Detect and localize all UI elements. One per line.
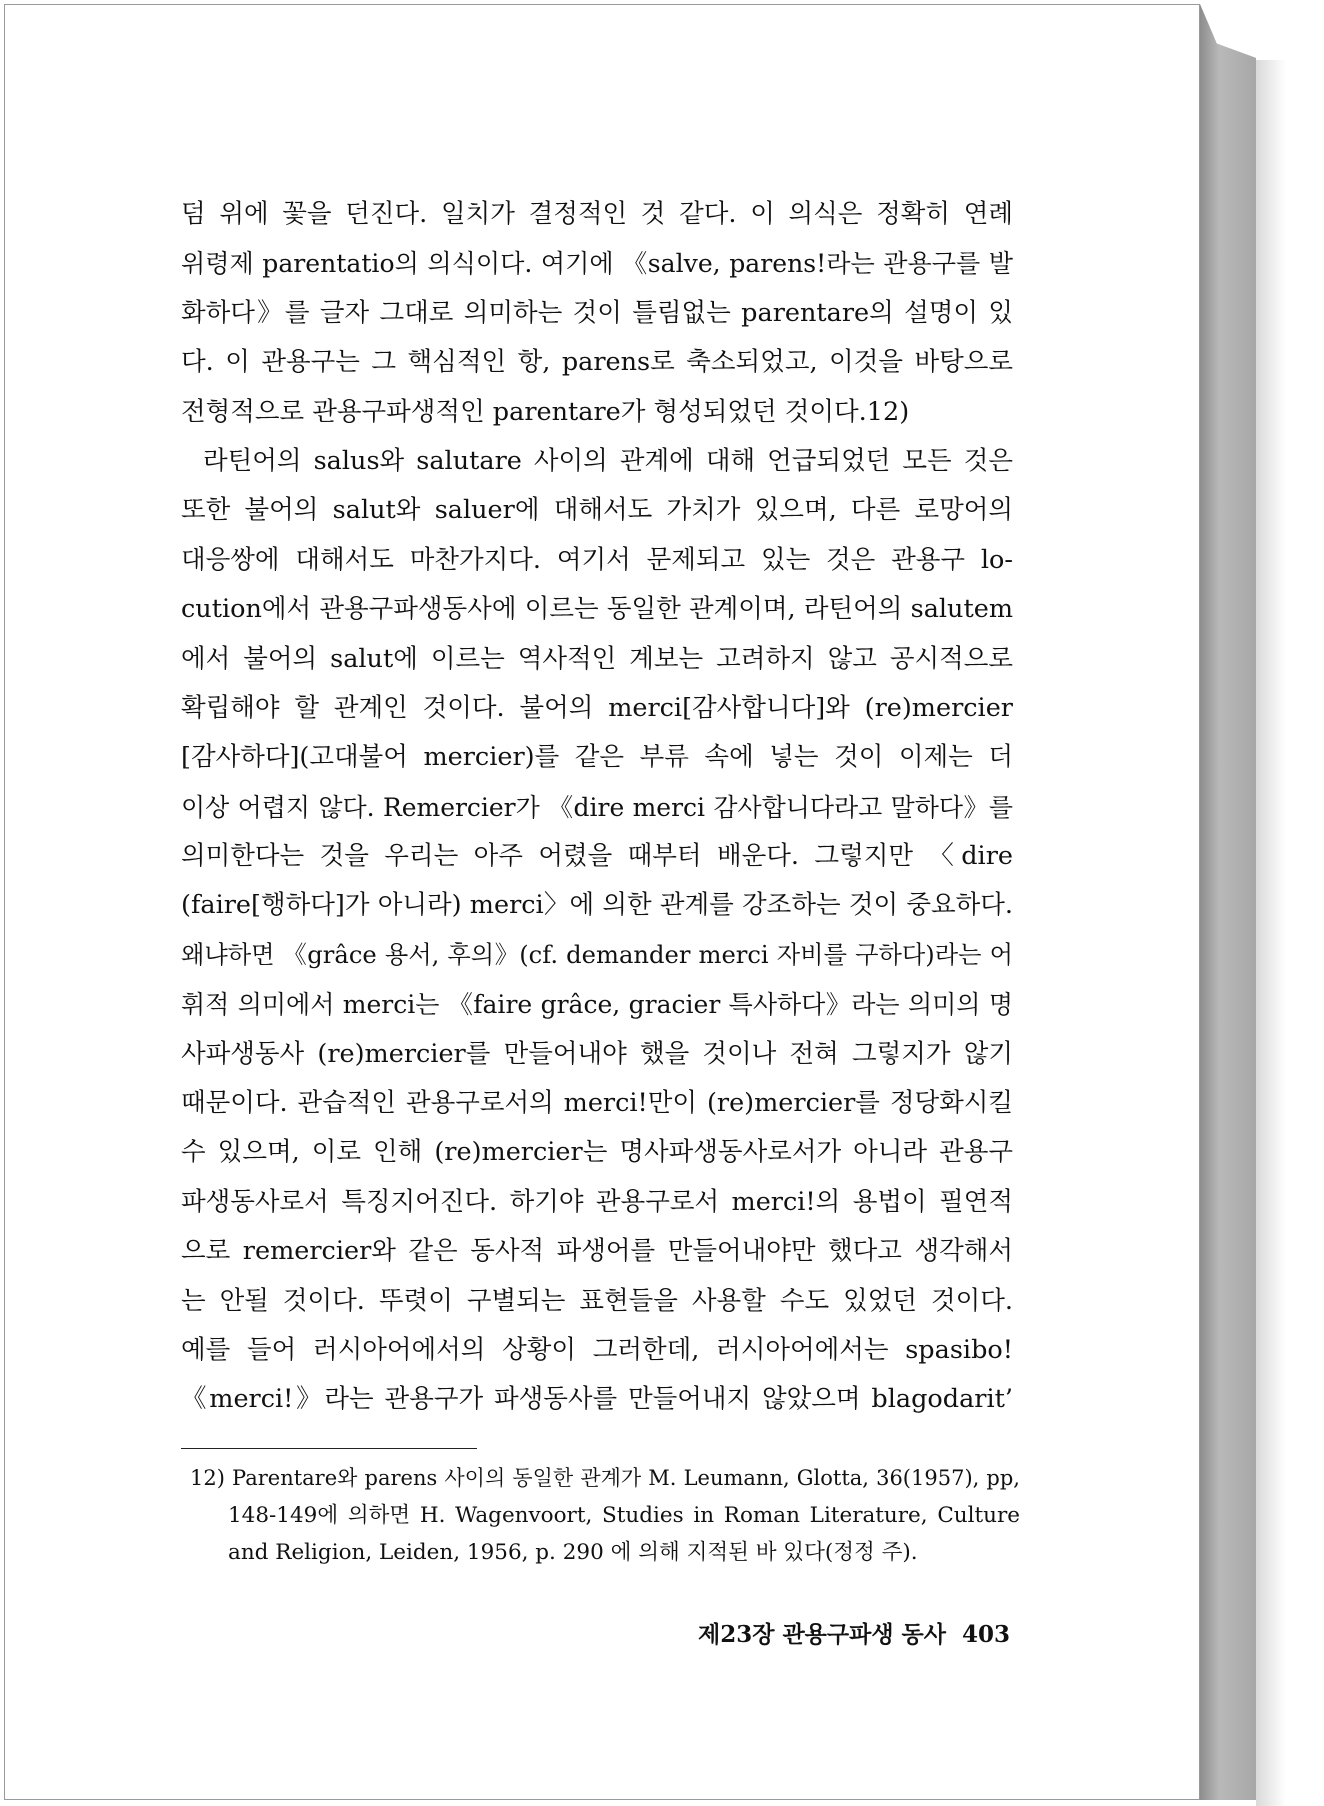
body-line: 의미한다는 것을 우리는 아주 어렸을 때부터 배운다. 그렇지만 〈dire [181, 841, 1013, 872]
footnote-line: 12) Parentare와 parens 사이의 동일한 관계가 M. Leumann, Glotta, 36(1957), pp, [190, 1466, 1020, 1490]
body-line: 왜냐하면 《grâce 용서, 후의》(cf. demander merci 자비를 구하다)라는 어 [181, 940, 1013, 969]
body-line: 으로 remercier와 같은 동사적 파생어를 만들어내야만 했다고 생각해서 [181, 1236, 1013, 1267]
body-line: 예를 들어 러시아어에서의 상황이 그러한데, 러시아어에서는 spasibo! [181, 1334, 1013, 1365]
body-line: 다. 이 관용구는 그 핵심적인 항, parens로 축소되었고, 이것을 바탕으로 [181, 347, 1013, 378]
body-line: 대응쌍에 대해서도 마찬가지다. 여기서 문제되고 있는 것은 관용구 lo- [181, 544, 1013, 575]
page-shadow [1256, 60, 1286, 1806]
body-line: 에서 불어의 salut에 이르는 역사적인 계보는 고려하지 않고 공시적으로 [181, 643, 1013, 674]
footnote-line: 148-149에 의하면 H. Wagenvoort, Studies in Roman Literature, Culture [228, 1503, 1020, 1528]
body-line: 는 안될 것이다. 뚜렷이 구별되는 표현들을 사용할 수도 있었던 것이다. [181, 1285, 1013, 1316]
page-edge [1200, 4, 1256, 1800]
body-line: 위령제 parentatio의 의식이다. 여기에 《salve, parens!라는 관용구를 발 [181, 249, 1013, 279]
body-line: 사파생동사 (re)mercier를 만들어내야 했을 것이나 전혀 그렇지가 않기 [181, 1038, 1013, 1069]
body-line: 확립해야 할 관계인 것이다. 불어의 merci[감사합니다]와 (re)mercier [181, 692, 1013, 723]
body-line: 이상 어렵지 않다. Remercier가 《dire merci 감사합니다라고 말하다》를 [181, 792, 1013, 822]
body-line: 화하다》를 글자 그대로 의미하는 것이 틀림없는 parentare의 설명이 있 [181, 297, 1013, 328]
body-line: (faire[행하다]가 아니라) merci〉에 의한 관계를 강조하는 것이 중요하다. [181, 890, 1013, 921]
body-line: cution에서 관용구파생동사에 이르는 동일한 관계이며, 라틴어의 salutem [181, 594, 1013, 625]
body-text [181, 190, 1013, 1425]
body-line: 전형적으로 관용구파생적인 parentare가 형성되었던 것이다.12) [181, 396, 910, 427]
body-line: 《merci!》라는 관용구가 파생동사를 만들어내지 않았으며 blagodarit’ [181, 1384, 1013, 1415]
body-line: 휘적 의미에서 merci는 《faire grâce, gracier 특사하다》라는 의미의 명 [181, 990, 1013, 1020]
page-number: 403 [961, 1621, 1010, 1648]
body-line: 덤 위에 꽃을 던진다. 일치가 결정적인 것 같다. 이 의식은 정확히 연례 [181, 199, 1013, 229]
body-line: 수 있으며, 이로 인해 (re)mercier는 명사파생동사로서가 아니라 관용구 [181, 1137, 1013, 1168]
body-line: 라틴어의 salus와 salutare 사이의 관계에 대해 언급되었던 모든 것은 [203, 445, 1013, 476]
running-footer [640, 1616, 1010, 1649]
body-line: 파생동사로서 특징지어진다. 하기야 관용구로서 merci!의 용법이 필연적 [181, 1186, 1013, 1217]
footnote-divider [181, 1448, 477, 1449]
body-line: 또한 불어의 salut와 saluer에 대해서도 가치가 있으며, 다른 로망어의 [181, 495, 1013, 526]
body-line: 때문이다. 관습적인 관용구로서의 merci!만이 (re)mercier를 정당화시킬 [181, 1088, 1013, 1119]
footnotes [190, 1460, 1020, 1571]
chapter-title: 제23장 관용구파생 동사 [698, 1621, 946, 1648]
footnote-line: and Religion, Leiden, 1956, p. 290 에 의해 지적된 바 있다(정정 주). [228, 1540, 918, 1565]
body-line: [감사하다](고대불어 mercier)를 같은 부류 속에 넣는 것이 이제는 더 [181, 742, 1013, 773]
